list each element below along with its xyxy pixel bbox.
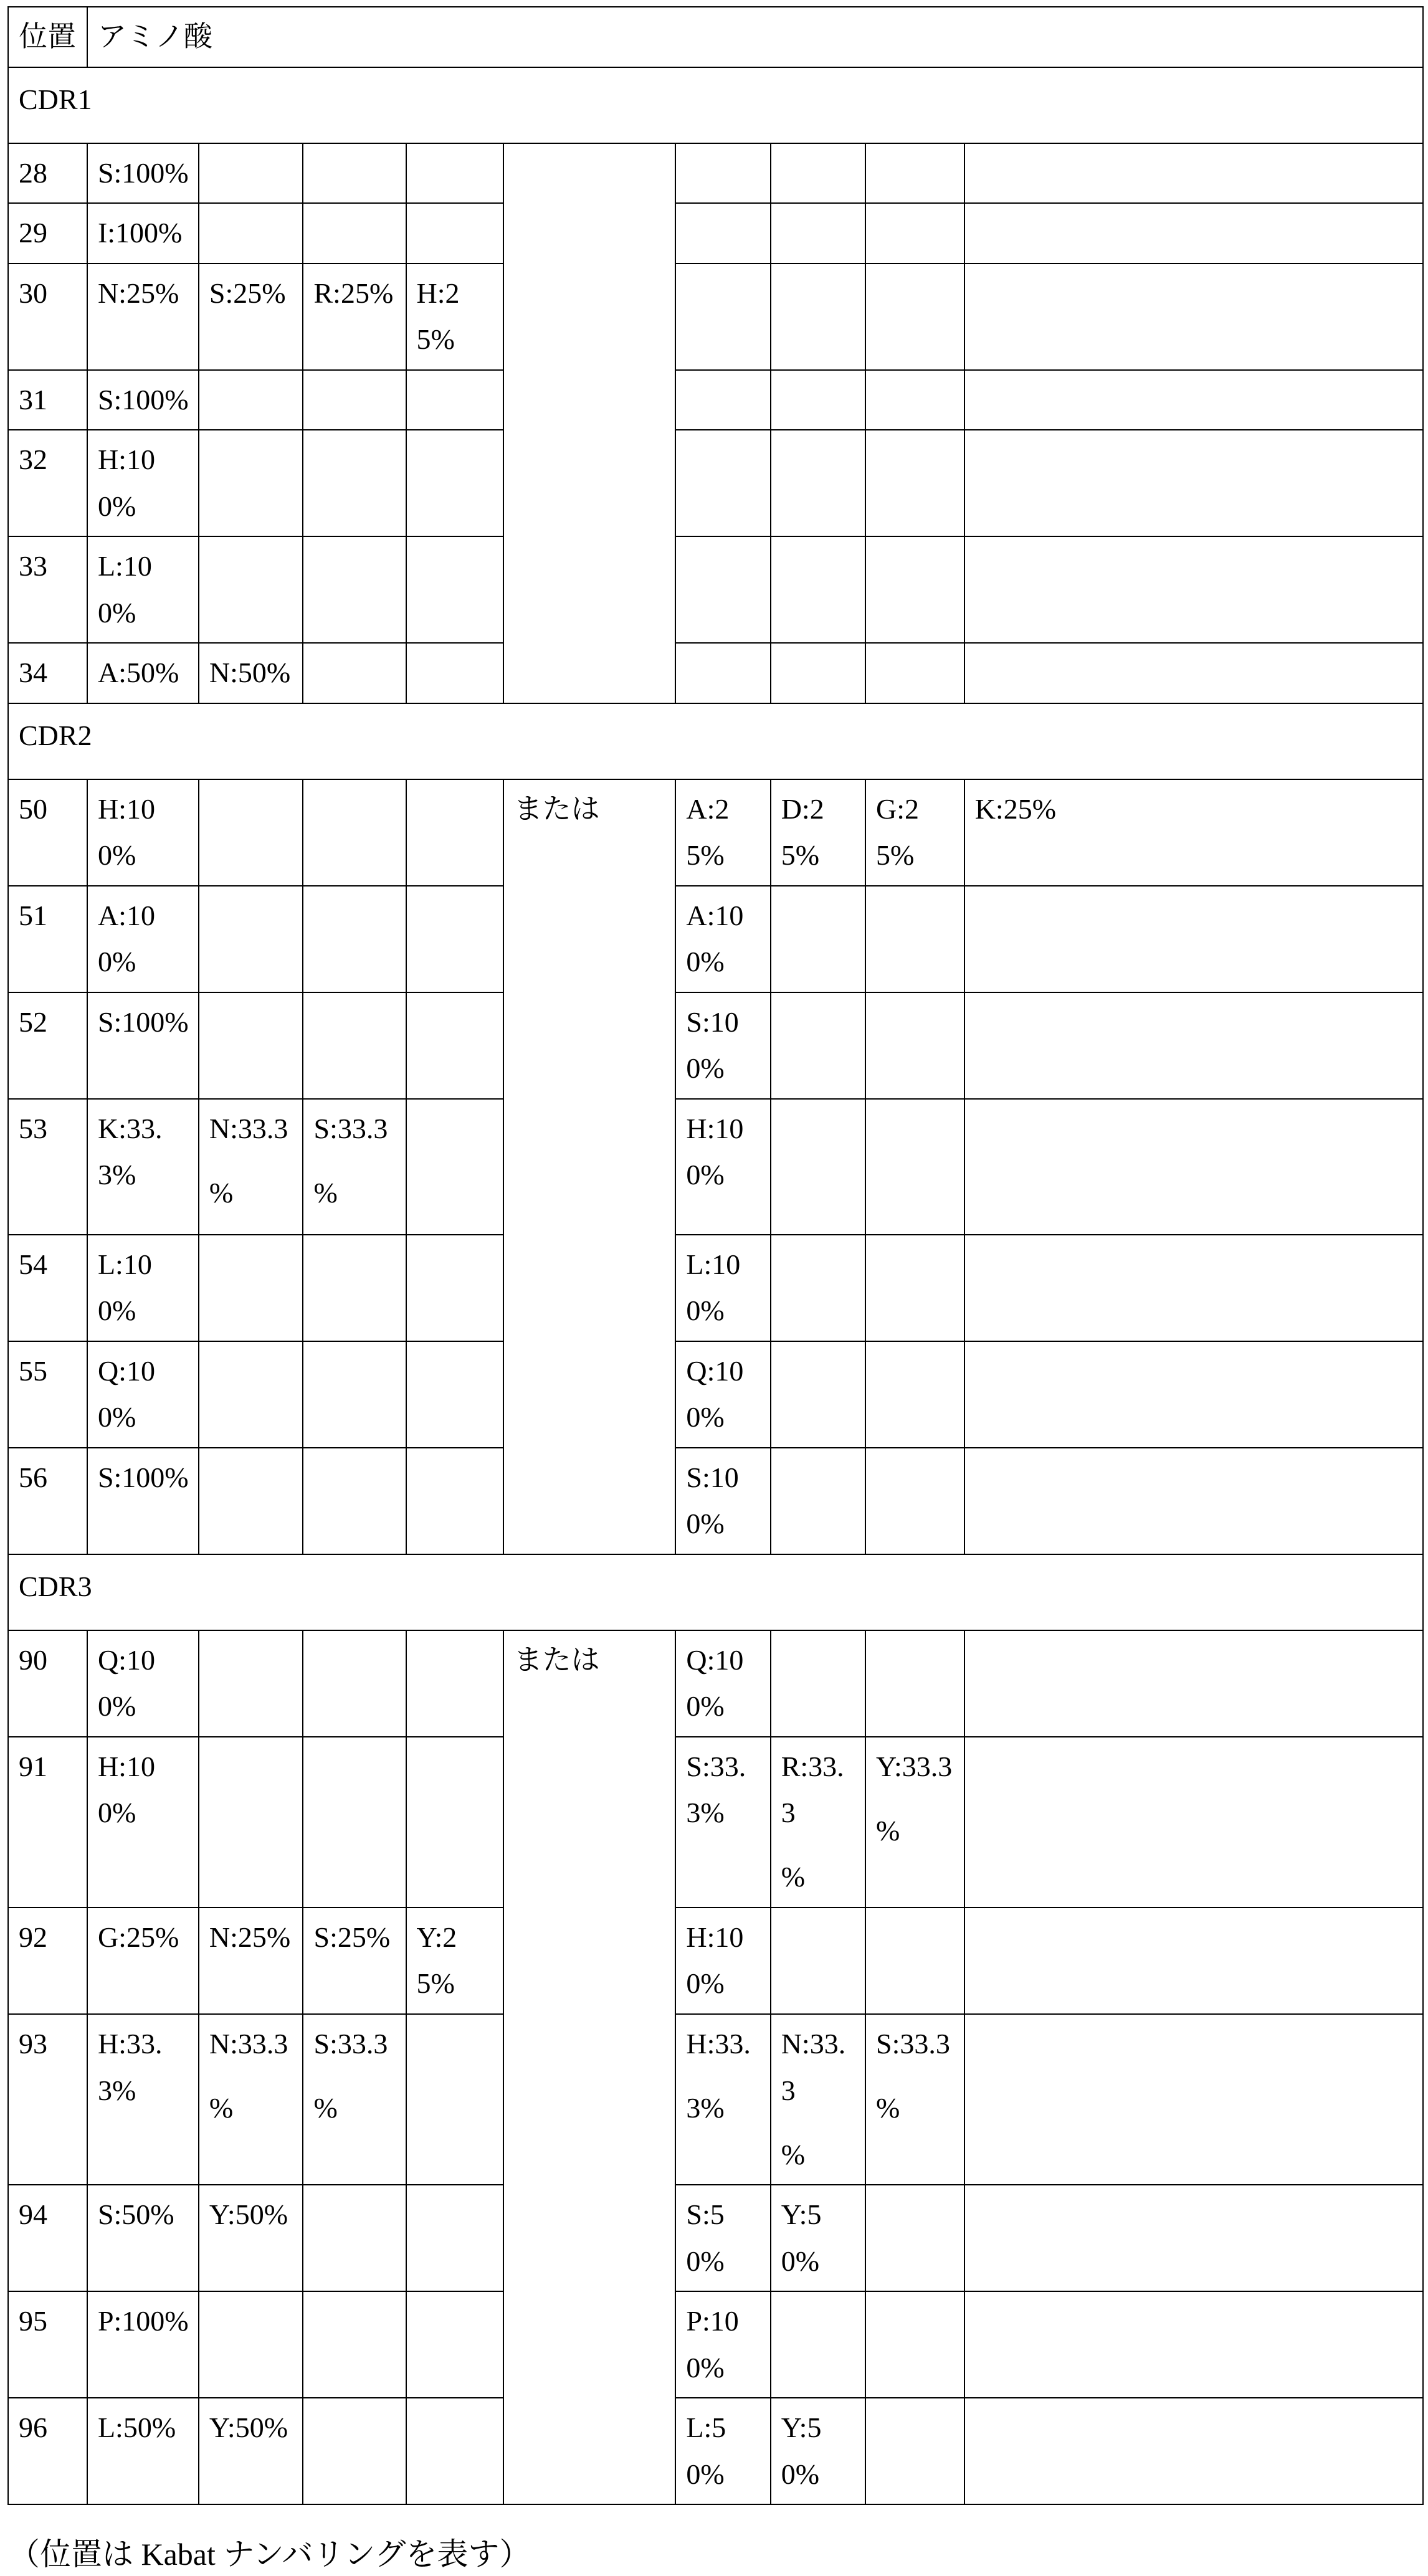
amino-acid-cell-left: A:100% bbox=[87, 886, 199, 992]
amino-acid-cell-right bbox=[964, 1099, 1423, 1235]
amino-acid-cell-right: P:100% bbox=[675, 2291, 770, 2398]
amino-acid-cell-left bbox=[199, 1235, 303, 1341]
amino-acid-cell-left bbox=[303, 143, 406, 204]
amino-acid-cell-right bbox=[771, 143, 865, 204]
position-cell: 54 bbox=[8, 1235, 87, 1341]
amino-acid-cell-right bbox=[675, 536, 770, 643]
position-cell: 92 bbox=[8, 1908, 87, 2014]
table-row bbox=[8, 1448, 1423, 1554]
amino-acid-cell-right: S:100% bbox=[675, 992, 770, 1099]
amino-acid-cell-left: N:33.3 % bbox=[199, 1099, 303, 1235]
amino-acid-cell-left: N:25% bbox=[199, 1908, 303, 2014]
amino-acid-cell-right bbox=[771, 643, 865, 703]
amino-acid-cell-right bbox=[964, 643, 1423, 703]
amino-acid-cell-right bbox=[771, 1448, 865, 1554]
amino-acid-cell-left bbox=[406, 643, 503, 703]
amino-acid-cell-right bbox=[865, 2291, 964, 2398]
or-label-cell: または bbox=[503, 779, 676, 1554]
amino-acid-cell-right bbox=[771, 886, 865, 992]
position-cell: 96 bbox=[8, 2398, 87, 2504]
amino-acid-cell-left bbox=[406, 2014, 503, 2185]
amino-acid-cell-right bbox=[964, 2014, 1423, 2185]
amino-acid-cell-left bbox=[199, 992, 303, 1099]
amino-acid-cell-right bbox=[771, 1908, 865, 2014]
amino-acid-cell-right bbox=[771, 430, 865, 536]
amino-acid-cell-right: S:50% bbox=[675, 2185, 770, 2291]
amino-acid-cell-left bbox=[406, 992, 503, 1099]
amino-acid-cell-right bbox=[865, 2185, 964, 2291]
amino-acid-cell-right bbox=[771, 2291, 865, 2398]
amino-acid-cell-left: S:100% bbox=[87, 370, 199, 430]
amino-acid-cell-left: K:33.3% bbox=[87, 1099, 199, 1235]
amino-acid-cell-right: H:33. 3% bbox=[675, 2014, 770, 2185]
position-cell: 95 bbox=[8, 2291, 87, 2398]
position-cell: 93 bbox=[8, 2014, 87, 2185]
amino-acid-cell-left: S:33.3 % bbox=[303, 1099, 406, 1235]
table-row bbox=[8, 1235, 1423, 1341]
table-row bbox=[8, 1341, 1423, 1448]
position-cell: 31 bbox=[8, 370, 87, 430]
amino-acid-cell-left bbox=[406, 1235, 503, 1341]
amino-acid-cell-right: G:25% bbox=[865, 779, 964, 886]
amino-acid-cell-left bbox=[199, 1341, 303, 1448]
table-row bbox=[8, 2014, 1423, 2185]
amino-acid-cell-right: L:100% bbox=[675, 1235, 770, 1341]
amino-acid-cell-right bbox=[771, 1099, 865, 1235]
amino-acid-cell-right bbox=[865, 1448, 964, 1554]
table-row bbox=[8, 536, 1423, 643]
position-cell: 51 bbox=[8, 886, 87, 992]
table-row bbox=[8, 779, 1423, 886]
amino-acid-cell-right bbox=[675, 264, 770, 370]
amino-acid-cell-left bbox=[406, 779, 503, 886]
amino-acid-cell-right: K:25% bbox=[964, 779, 1423, 886]
section-title: CDR2 bbox=[8, 703, 1423, 779]
table-row bbox=[8, 1908, 1423, 2014]
position-cell: 55 bbox=[8, 1341, 87, 1448]
amino-acid-cell-left bbox=[303, 370, 406, 430]
section-header-row bbox=[8, 703, 1423, 779]
amino-acid-cell-right bbox=[865, 886, 964, 992]
amino-acid-cell-left bbox=[199, 203, 303, 264]
section-title: CDR3 bbox=[8, 1554, 1423, 1630]
amino-acid-cell-right bbox=[865, 1235, 964, 1341]
amino-acid-cell-right bbox=[865, 643, 964, 703]
table-row bbox=[8, 1737, 1423, 1908]
amino-acid-cell-left: R:25% bbox=[303, 264, 406, 370]
amino-acid-cell-left bbox=[199, 143, 303, 204]
amino-acid-cell-left: N:33.3 % bbox=[199, 2014, 303, 2185]
table-row bbox=[8, 1099, 1423, 1235]
amino-acid-cell-left: Y:50% bbox=[199, 2185, 303, 2291]
amino-acid-cell-right: R:33.3 % bbox=[771, 1737, 865, 1908]
amino-acid-cell-right bbox=[865, 143, 964, 204]
amino-acid-cell-left bbox=[406, 370, 503, 430]
amino-acid-cell-left: S:25% bbox=[199, 264, 303, 370]
amino-acid-cell-left: H:100% bbox=[87, 430, 199, 536]
or-label-cell: または bbox=[503, 1630, 676, 2504]
position-cell: 50 bbox=[8, 779, 87, 886]
amino-acid-cell-right bbox=[865, 430, 964, 536]
amino-acid-cell-left bbox=[303, 643, 406, 703]
amino-acid-cell-left bbox=[303, 1448, 406, 1554]
amino-acid-cell-left: Y:25% bbox=[406, 1908, 503, 2014]
table-body bbox=[8, 7, 1423, 2504]
table-row bbox=[8, 2185, 1423, 2291]
amino-acid-cell-left bbox=[303, 2291, 406, 2398]
amino-acid-cell-left: S:100% bbox=[87, 1448, 199, 1554]
amino-acid-cell-left bbox=[199, 430, 303, 536]
amino-acid-cell-right bbox=[865, 1341, 964, 1448]
amino-acid-cell-right bbox=[675, 143, 770, 204]
amino-acid-cell-left: S:100% bbox=[87, 992, 199, 1099]
amino-acid-cell-left: G:25% bbox=[87, 1908, 199, 2014]
amino-acid-cell-right bbox=[964, 2185, 1423, 2291]
amino-acid-cell-left bbox=[199, 1448, 303, 1554]
amino-acid-cell-right: H:100% bbox=[675, 1099, 770, 1235]
amino-acid-cell-left: S:33.3 % bbox=[303, 2014, 406, 2185]
table-header-row bbox=[8, 7, 1423, 67]
amino-acid-cell-left bbox=[406, 1099, 503, 1235]
position-cell: 52 bbox=[8, 992, 87, 1099]
amino-acid-cell-right bbox=[964, 1737, 1423, 1908]
table-row bbox=[8, 2291, 1423, 2398]
amino-acid-cell-left bbox=[406, 536, 503, 643]
amino-acid-cell-left bbox=[406, 1630, 503, 1737]
amino-acid-cell-right bbox=[964, 370, 1423, 430]
amino-acid-cell-right bbox=[865, 536, 964, 643]
amino-acid-cell-left bbox=[303, 779, 406, 886]
amino-acid-cell-left bbox=[303, 886, 406, 992]
position-cell: 56 bbox=[8, 1448, 87, 1554]
amino-acid-cell-left: S:25% bbox=[303, 1908, 406, 2014]
amino-acid-cell-left bbox=[303, 1341, 406, 1448]
amino-acid-cell-right: S:100% bbox=[675, 1448, 770, 1554]
position-cell: 29 bbox=[8, 203, 87, 264]
amino-acid-cell-left: S:100% bbox=[87, 143, 199, 204]
position-cell: 34 bbox=[8, 643, 87, 703]
amino-acid-cell-left bbox=[303, 1737, 406, 1908]
table-row bbox=[8, 992, 1423, 1099]
amino-acid-cell-left bbox=[199, 2291, 303, 2398]
amino-acid-cell-right bbox=[675, 430, 770, 536]
amino-acid-cell-left bbox=[303, 1630, 406, 1737]
amino-acid-cell-left: N:50% bbox=[199, 643, 303, 703]
amino-acid-cell-right bbox=[771, 203, 865, 264]
amino-acid-cell-left bbox=[406, 1448, 503, 1554]
amino-acid-cell-right bbox=[964, 1908, 1423, 2014]
amino-acid-cell-left bbox=[199, 1737, 303, 1908]
amino-acid-cell-left: H:100% bbox=[87, 1737, 199, 1908]
amino-acid-cell-right bbox=[865, 2398, 964, 2504]
amino-acid-cell-right: L:50% bbox=[675, 2398, 770, 2504]
amino-acid-cell-left bbox=[199, 1630, 303, 1737]
amino-acid-cell-right bbox=[964, 1448, 1423, 1554]
table-caption: （位置は Kabat ナンバリングを表す） bbox=[9, 2537, 531, 2572]
amino-acid-cell-right bbox=[675, 203, 770, 264]
amino-acid-cell-right: H:100% bbox=[675, 1908, 770, 2014]
amino-acid-cell-right bbox=[964, 1630, 1423, 1737]
amino-acid-cell-left bbox=[406, 143, 503, 204]
amino-acid-cell-right: Q:100% bbox=[675, 1630, 770, 1737]
header-position-label: 位置 bbox=[8, 7, 87, 67]
amino-acid-cell-left bbox=[406, 2291, 503, 2398]
amino-acid-cell-left: S:50% bbox=[87, 2185, 199, 2291]
amino-acid-cell-left: H:25% bbox=[406, 264, 503, 370]
amino-acid-cell-right: S:33.3% bbox=[675, 1737, 770, 1908]
amino-acid-cell-right: A:100% bbox=[675, 886, 770, 992]
amino-acid-cell-left bbox=[199, 536, 303, 643]
amino-acid-cell-left bbox=[303, 1235, 406, 1341]
amino-acid-cell-right bbox=[771, 370, 865, 430]
table-row bbox=[8, 203, 1423, 264]
amino-acid-cell-right bbox=[865, 1908, 964, 2014]
amino-acid-cell-left: Y:50% bbox=[199, 2398, 303, 2504]
amino-acid-cell-left: Q:100% bbox=[87, 1630, 199, 1737]
table-row bbox=[8, 886, 1423, 992]
amino-acid-cell-right: Y:50% bbox=[771, 2398, 865, 2504]
amino-acid-cell-left: A:50% bbox=[87, 643, 199, 703]
amino-acid-cell-left bbox=[406, 430, 503, 536]
amino-acid-cell-left bbox=[199, 779, 303, 886]
amino-acid-cell-left bbox=[199, 370, 303, 430]
amino-acid-cell-left bbox=[303, 2398, 406, 2504]
amino-acid-cell-left bbox=[303, 2185, 406, 2291]
amino-acid-cell-right bbox=[865, 1630, 964, 1737]
position-cell: 32 bbox=[8, 430, 87, 536]
table-row bbox=[8, 264, 1423, 370]
amino-acid-cell-left bbox=[303, 992, 406, 1099]
amino-acid-cell-right bbox=[964, 143, 1423, 204]
amino-acid-cell-left bbox=[406, 203, 503, 264]
amino-acid-cell-right bbox=[964, 1235, 1423, 1341]
amino-acid-cell-right: Q:100% bbox=[675, 1341, 770, 1448]
amino-acid-cell-right bbox=[675, 370, 770, 430]
amino-acid-cell-right bbox=[771, 992, 865, 1099]
amino-acid-cell-right bbox=[675, 643, 770, 703]
amino-acid-cell-right bbox=[865, 203, 964, 264]
amino-acid-cell-left bbox=[406, 1737, 503, 1908]
amino-acid-cell-right bbox=[964, 264, 1423, 370]
section-title: CDR1 bbox=[8, 67, 1423, 143]
amino-acid-cell-left bbox=[406, 886, 503, 992]
amino-acid-cell-right bbox=[771, 1235, 865, 1341]
section-header-row bbox=[8, 67, 1423, 143]
amino-acid-cell-right bbox=[964, 1341, 1423, 1448]
amino-acid-cell-left: P:100% bbox=[87, 2291, 199, 2398]
amino-acid-cell-left: N:25% bbox=[87, 264, 199, 370]
amino-acid-cell-left: I:100% bbox=[87, 203, 199, 264]
table-row bbox=[8, 1630, 1423, 1737]
amino-acid-cell-left: L:50% bbox=[87, 2398, 199, 2504]
amino-acid-cell-right bbox=[771, 1341, 865, 1448]
amino-acid-cell-left: H:33.3% bbox=[87, 2014, 199, 2185]
amino-acid-cell-left bbox=[303, 203, 406, 264]
amino-acid-cell-right: D:25% bbox=[771, 779, 865, 886]
position-cell: 28 bbox=[8, 143, 87, 204]
amino-acid-cell-left: L:100% bbox=[87, 1235, 199, 1341]
table-row bbox=[8, 370, 1423, 430]
position-cell: 53 bbox=[8, 1099, 87, 1235]
table-row bbox=[8, 430, 1423, 536]
header-amino-acid-label: アミノ酸 bbox=[87, 7, 1423, 67]
position-cell: 94 bbox=[8, 2185, 87, 2291]
amino-acid-cell-left: H:100% bbox=[87, 779, 199, 886]
amino-acid-cell-left: Q:100% bbox=[87, 1341, 199, 1448]
amino-acid-cell-right bbox=[964, 2291, 1423, 2398]
position-cell: 33 bbox=[8, 536, 87, 643]
amino-acid-cell-left bbox=[199, 886, 303, 992]
position-cell: 30 bbox=[8, 264, 87, 370]
spacer-column bbox=[503, 143, 676, 703]
amino-acid-cell-right bbox=[964, 992, 1423, 1099]
amino-acid-cell-right bbox=[964, 430, 1423, 536]
position-cell: 91 bbox=[8, 1737, 87, 1908]
table-row bbox=[8, 2398, 1423, 2504]
amino-acid-cell-right: A:25% bbox=[675, 779, 770, 886]
amino-acid-cell-right: S:33.3 % bbox=[865, 2014, 964, 2185]
amino-acid-cell-left bbox=[303, 430, 406, 536]
amino-acid-cell-right bbox=[865, 1099, 964, 1235]
amino-acid-cell-right bbox=[865, 992, 964, 1099]
amino-acid-cell-right bbox=[964, 886, 1423, 992]
amino-acid-cell-left bbox=[406, 2398, 503, 2504]
amino-acid-cell-right bbox=[964, 536, 1423, 643]
amino-acid-cell-right bbox=[865, 370, 964, 430]
amino-acid-cell-right: Y:33.3 % bbox=[865, 1737, 964, 1908]
section-header-row bbox=[8, 1554, 1423, 1630]
amino-acid-cell-right: N:33.3 % bbox=[771, 2014, 865, 2185]
amino-acid-cell-right bbox=[964, 2398, 1423, 2504]
amino-acid-cell-left: L:100% bbox=[87, 536, 199, 643]
amino-acid-cell-right bbox=[771, 264, 865, 370]
table-row bbox=[8, 143, 1423, 204]
amino-acid-cell-right: Y:50% bbox=[771, 2185, 865, 2291]
table-row bbox=[8, 643, 1423, 703]
amino-acid-cell-left bbox=[406, 2185, 503, 2291]
amino-acid-cell-right bbox=[865, 264, 964, 370]
amino-acid-cell-right bbox=[771, 1630, 865, 1737]
amino-acid-cell-left bbox=[406, 1341, 503, 1448]
cdr-amino-acid-table bbox=[7, 6, 1424, 2505]
amino-acid-cell-left bbox=[303, 536, 406, 643]
amino-acid-cell-right bbox=[771, 536, 865, 643]
amino-acid-cell-right bbox=[964, 203, 1423, 264]
position-cell: 90 bbox=[8, 1630, 87, 1737]
